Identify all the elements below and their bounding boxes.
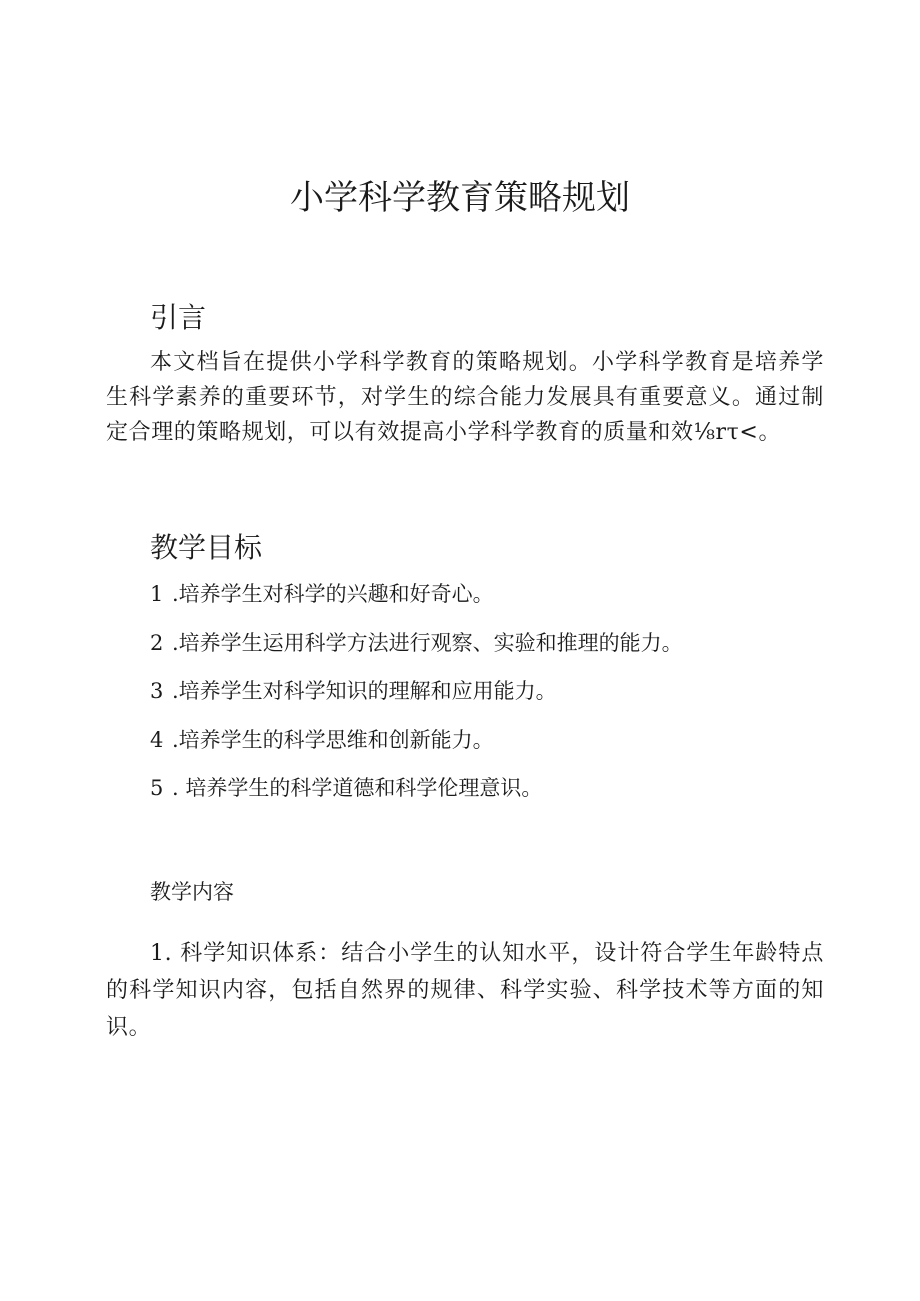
list-item — [150, 627, 683, 676]
document-title: 小学科学教育策略规划 — [290, 178, 630, 218]
content-paragraph: 1. 科学知识体系：结合小学生的认知水平，设计符合学生年龄特点的科学知识内容，包括自然界的规律、科学实验、科学技术等方面的知识。 — [106, 941, 824, 1040]
list-item-text: .培养学生的科学思维和创新能力。 — [172, 727, 494, 752]
list-item-text: .培养学生对科学知识的理解和应用能力。 — [172, 679, 557, 703]
section-heading-content: 教学内容 — [150, 880, 234, 904]
list-item-text: .培养学生对科学的兴趣和好奇心。 — [172, 582, 494, 606]
section-heading-intro: 引言 — [150, 301, 207, 334]
list-item-number: 4 — [150, 727, 164, 752]
list-item-number: 1 — [150, 582, 164, 606]
list-item — [150, 578, 683, 627]
list-item — [150, 675, 683, 724]
list-item — [150, 724, 683, 773]
list-item-number: 2 — [150, 630, 164, 655]
list-item — [150, 772, 683, 821]
list-item-text: .培养学生运用科学方法进行观察、实验和推理的能力。 — [172, 630, 683, 655]
list-item-number: 3 — [150, 679, 164, 703]
list-item-text: . 培养学生的科学道德和科学伦理意识。 — [172, 776, 543, 800]
list-item-number: 5 — [150, 776, 164, 800]
goals-list — [150, 578, 683, 821]
section-heading-goals: 教学目标 — [150, 531, 263, 564]
intro-paragraph: 本文档旨在提供小学科学教育的策略规划。小学科学教育是培养学生科学素养的重要环节，对学生的综合能力发展具有重要意义。通过制定合理的策略规划，可以有效提高小学科学教育的质量和效⅛rτ<。 — [106, 350, 824, 445]
